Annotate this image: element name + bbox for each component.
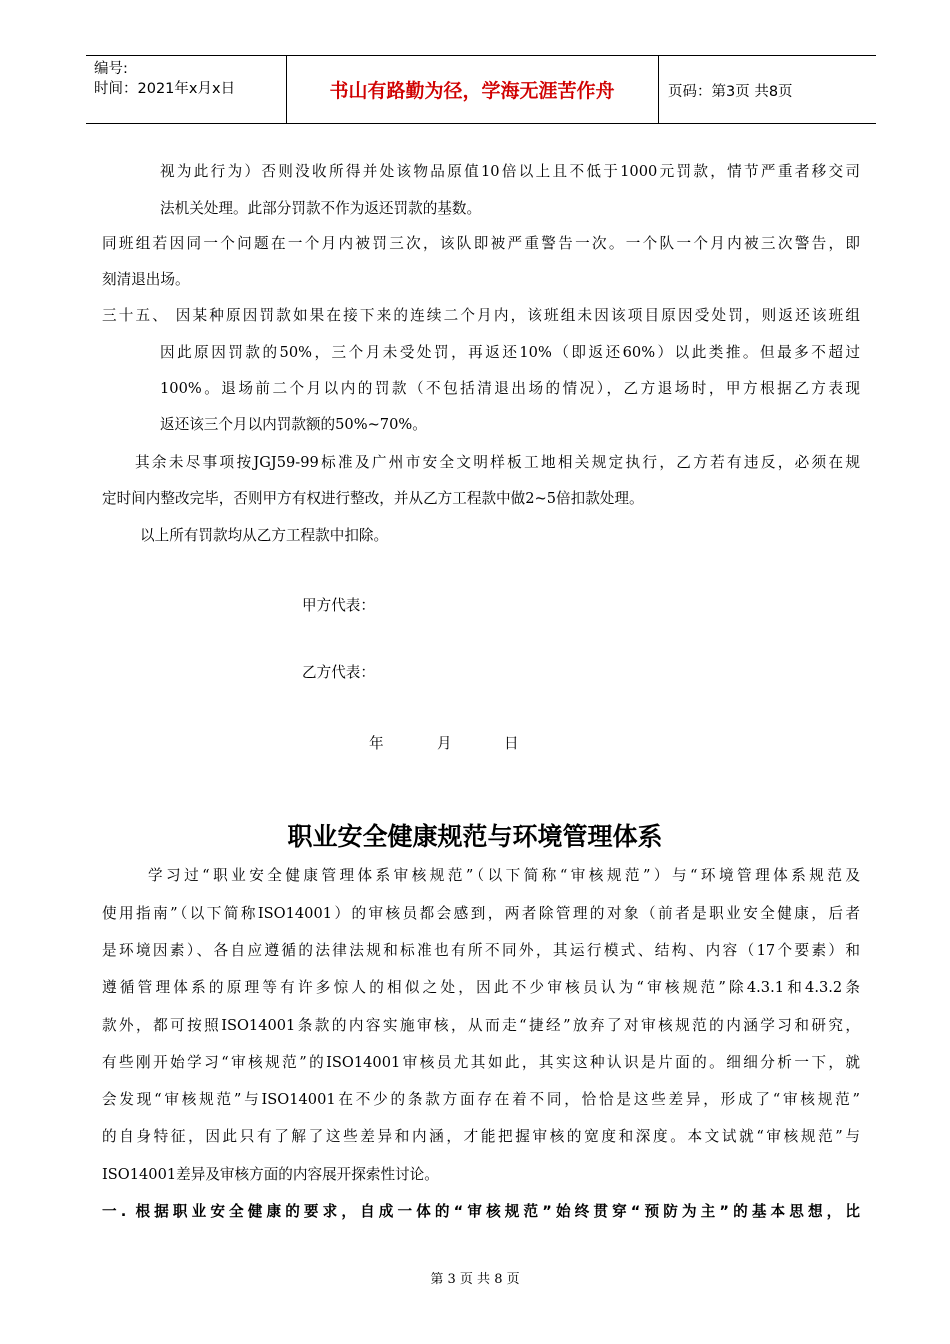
article-line: 遵循管理体系的原理等有许多惊人的相似之处，因此不少审核员认为“审核规范”除4.3.1和4.3.2条 — [102, 979, 860, 996]
header-meta — [94, 59, 235, 99]
header-motto: 书山有路勤为径，学海无涯苦作舟 — [329, 80, 615, 102]
article-line: 学习过“职业安全健康管理体系审核规范”（以下简称“审核规范”）与“环境管理体系规范及 — [148, 867, 860, 884]
section-title: 职业安全健康规范与环境管理体系 — [287, 822, 663, 851]
party-a-signature-label: 甲方代表： — [302, 597, 375, 614]
party-b-signature-label: 乙方代表： — [302, 664, 375, 681]
date-month-label: 月 — [437, 735, 452, 752]
time-label: 时间：2021年x月x日 — [94, 81, 236, 97]
body-line: 其余未尽事项按JGJ59-99标准及广州市安全文明样板工地相关规定执行，乙方若有违反，必须在规 — [135, 454, 860, 471]
article-line: 有些刚开始学习“审核规范”的ISO14001审核员尤其如此，其实这种认识是片面的。细细分析一下，就 — [102, 1054, 860, 1071]
article-line: 款外，都可按照ISO14001条款的内容实施审核，从而走“捷经”放弃了对审核规范的内涵学习和研究， — [102, 1017, 860, 1034]
body-line: 同班组若因同一个问题在一个月内被罚三次，该队即被严重警告一次。一个队一个月内被三次警告，即 — [102, 235, 860, 252]
page-header — [86, 55, 876, 124]
article-line: ISO14001差异及审核方面的内容展开探索性讨论。 — [102, 1166, 439, 1183]
article-line: 会发现“审核规范”与ISO14001在不少的条款方面存在着不同，恰恰是这些差异，形成了“审核规范” — [102, 1091, 860, 1108]
header-divider — [658, 56, 659, 123]
article-line: 的自身特征，因此只有了解了这些差异和内涵，才能把握审核的宽度和深度。本文试就“审核规范”与 — [102, 1128, 860, 1145]
body-line: 因此原因罚款的50%，三个月未受处罚，再返还10%（即返还60%）以此类推。但最多不超过 — [160, 344, 860, 361]
article-line: 使用指南”（以下简称ISO14001）的审核员都会感到，两者除管理的对象（前者是职业安全健康，后者 — [102, 905, 860, 922]
body-line: 刻清退出场。 — [102, 271, 190, 288]
body-line: 以上所有罚款均从乙方工程款中扣除。 — [140, 527, 389, 544]
section-heading-one: 一. 根据职业安全健康的要求，自成一体的“审核规范”始终贯穿“预防为主”的基本思想，比 — [102, 1203, 860, 1220]
body-line: 返还该三个月以内罚款额的50%~70%。 — [160, 416, 427, 433]
header-page-number: 页码：第3页 共8页 — [668, 84, 793, 100]
body-line: 三十五、 因某种原因罚款如果在接下来的连续二个月内，该班组未因该项目原因受处罚，则返还该班组 — [102, 307, 860, 324]
body-line: 法机关处理。此部分罚款不作为返还罚款的基数。 — [160, 200, 482, 217]
article-line: 是环境因素）、各自应遵循的法律法规和标准也有所不同外，其运行模式、结构、内容（17个要素）和 — [102, 942, 860, 959]
body-line: 定时间内整改完毕，否则甲方有权进行整改，并从乙方工程款中做2~5倍扣款处理。 — [102, 490, 644, 507]
date-day-label: 日 — [504, 735, 519, 752]
body-line: 视为此行为）否则没收所得并处该物品原值10倍以上且不低于1000元罚款，情节严重者移交司 — [160, 163, 860, 180]
body-line: 100%。退场前二个月以内的罚款（不包括清退出场的情况），乙方退场时，甲方根据乙方表现 — [160, 380, 860, 397]
page-footer: 第 3 页 共 8 页 — [430, 1272, 520, 1287]
date-year-label: 年 — [369, 735, 384, 752]
serial-number-label: 编号: — [94, 61, 128, 77]
